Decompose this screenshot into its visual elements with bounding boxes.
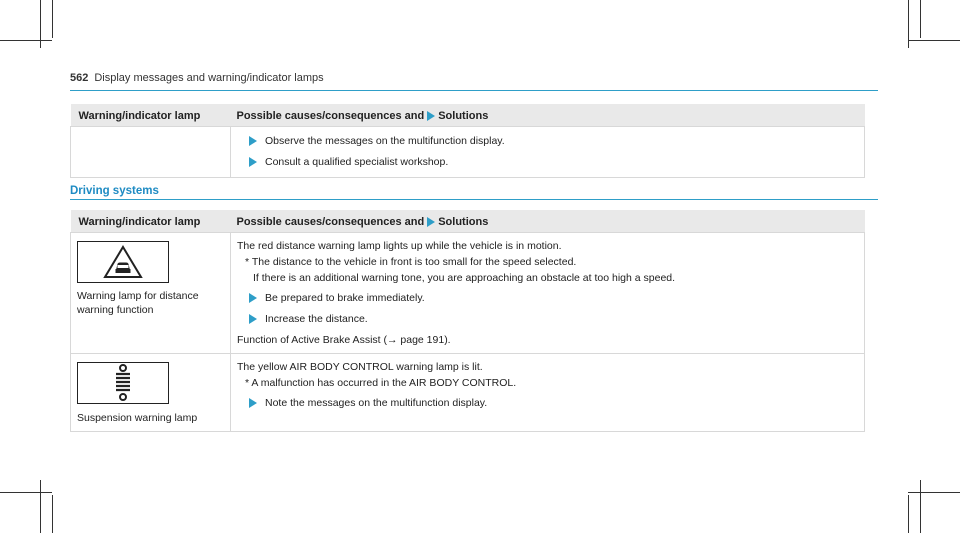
solution-text: Consult a qualified specialist workshop. [265, 156, 449, 168]
crop-mark [920, 0, 921, 38]
solution-text: Be prepared to brake immediately. [265, 292, 425, 304]
table-row [71, 233, 865, 354]
col-header-solutions-text: Solutions [438, 110, 489, 122]
cause-detail: If there is an additional warning tone, you are approaching an obstacle at too high a speed. [253, 272, 676, 284]
solution-arrow-icon [249, 293, 257, 303]
solution-arrow-icon [249, 157, 257, 167]
crop-mark [920, 480, 921, 533]
distance-warning-triangle-car-icon [77, 241, 169, 283]
function-note: Function of Active Brake Assist (→ page 191). [237, 334, 451, 346]
table-row [71, 354, 865, 432]
lamp-label: Warning lamp for distance warning function [77, 290, 199, 316]
lamp-label: Suspension warning lamp [77, 412, 198, 424]
cause-text: * A malfunction has occurred in the AIR BODY CONTROL. [245, 377, 517, 389]
page-number: 562 [70, 72, 89, 84]
causes-cell [231, 233, 865, 354]
crop-mark [908, 40, 960, 41]
causes-cell [231, 127, 865, 178]
col-header-solutions-text: Solutions [438, 216, 489, 228]
solution-arrow-icon [249, 398, 257, 408]
lamp-cell [71, 127, 231, 178]
crop-mark [0, 40, 52, 41]
col-header-causes [231, 210, 865, 233]
crop-mark [40, 480, 41, 533]
col-header-causes [231, 104, 865, 127]
crop-mark [908, 495, 909, 533]
crop-mark [52, 0, 53, 38]
section-rule [70, 199, 878, 200]
col-header-lamp: Warning/indicator lamp [71, 104, 231, 127]
page-header-title: Display messages and warning/indicator lamps [94, 72, 324, 84]
solution-item [237, 395, 858, 411]
warning-table-2 [70, 210, 865, 432]
solution-arrow-icon [427, 217, 435, 227]
solution-text: Observe the messages on the multifunction display. [265, 135, 505, 147]
col-header-causes-text: Possible causes/consequences and [236, 216, 425, 228]
table-header-row [71, 104, 865, 127]
page-header [70, 72, 324, 84]
crop-mark [908, 492, 960, 493]
causes-cell [231, 354, 865, 432]
lamp-cell [71, 233, 231, 354]
col-header-lamp: Warning/indicator lamp [71, 210, 231, 233]
solution-text: Increase the distance. [265, 313, 368, 325]
cause-intro: The red distance warning lamp lights up while the vehicle is in motion. [237, 240, 562, 252]
col-header-causes-text: Possible causes/consequences and [236, 110, 425, 122]
cause-intro: The yellow AIR BODY CONTROL warning lamp is lit. [237, 361, 483, 373]
solution-arrow-icon [249, 314, 257, 324]
solution-item [237, 154, 858, 170]
solution-arrow-icon [249, 136, 257, 146]
lamp-cell [71, 354, 231, 432]
section-title: Driving systems [70, 185, 159, 197]
solution-text: Note the messages on the multifunction display. [265, 397, 488, 409]
table-header-row [71, 210, 865, 233]
solution-item [237, 290, 858, 306]
table-row [71, 127, 865, 178]
header-rule [70, 90, 878, 91]
solution-item [237, 311, 858, 327]
warning-table-1 [70, 104, 865, 178]
cause-text: * The distance to the vehicle in front is too small for the speed selected. [245, 256, 577, 268]
crop-mark [0, 492, 52, 493]
solution-arrow-icon [427, 111, 435, 121]
solution-item [237, 133, 858, 149]
suspension-spring-icon [77, 362, 169, 404]
crop-mark [52, 495, 53, 533]
